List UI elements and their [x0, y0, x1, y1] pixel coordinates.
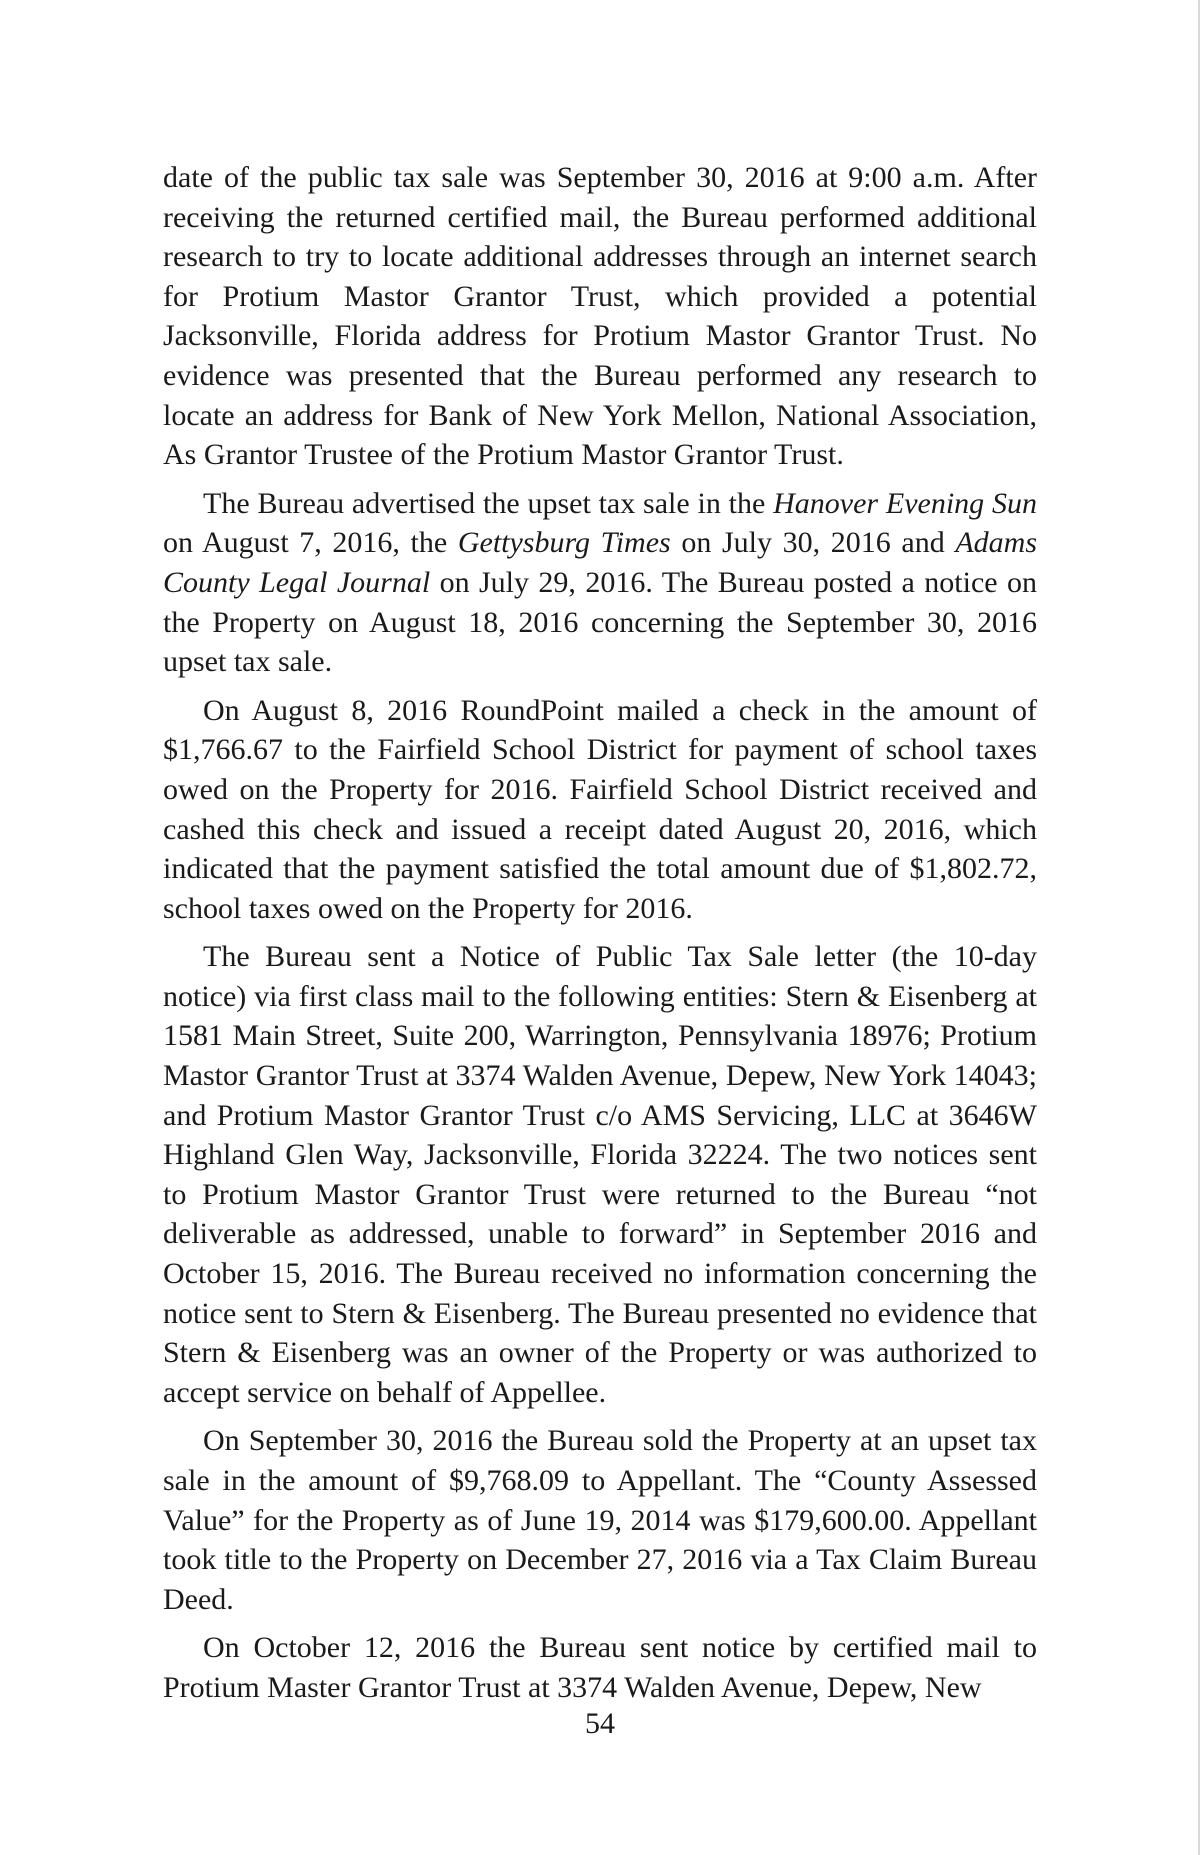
publication-title: Adams County Legal Journal [163, 526, 1037, 599]
page-number: 54 [585, 1707, 615, 1740]
paragraph-1 [163, 158, 1037, 475]
text-run: On August 8, 2016 RoundPoint mailed a check in the amount of $1,766.67 to the Fairfield School District for payment of school taxes owed on the Property for 2016. Fairfield School District received and cashed this check and issued a receipt dated August 20, 2016, which indicated that the payment satisfied the total amount due of $1,802.72, school taxes owed on the Property for 2016. [163, 693, 1037, 925]
body-text [163, 158, 1037, 1717]
publication-title: Gettysburg Times [457, 526, 671, 560]
paragraph-2 [163, 484, 1037, 682]
paragraph-4 [163, 937, 1037, 1412]
paragraph-5 [163, 1421, 1037, 1619]
text-run: date of the public tax sale was September 30, 2016 at 9:00 a.m. After receiving the returned certified mail, the Bureau performed additional research to try to locate additional addresses through an internet search for Protium Mastor Grantor Trust, which provided a potential Jacksonville, Florida address for Protium Mastor Grantor Trust. No evidence was presented that the Bureau performed any research to locate an address for Bank of New York Mellon, National Association, As Grantor Trustee of the Protium Mastor Grantor Trust. [163, 161, 1037, 472]
text-run: On September 30, 2016 the Bureau sold the Property at an upset tax sale in the amount of $9,768.09 to Appellant. The “County Assessed Value” for the Property as of June 19, 2014 was $179,600.00. Appellant took title to the Property on December 27, 2016 via a Tax Claim Bureau Deed. [163, 1424, 1037, 1616]
text-run: on July 30, 2016 and [670, 526, 956, 560]
publication-title: Hanover Evening Sun [773, 486, 1037, 520]
text-run: The Bureau sent a Notice of Public Tax Sale letter (the 10-day notice) via first class mail to the following entities: Stern & Eisenberg at 1581 Main Street, Suite 200, Warrington, Pennsylvania 18976; Protium Mastor Grantor Trust at 3374 Walden Avenue, Depew, New York 14043; and Protium Mastor Grantor Trust c/o AMS Servicing, LLC at 3646W Highland Glen Way, Jacksonville, Florida 32224. The two notices sent to Protium Mastor Grantor Trust were returned to the Bureau “not deliverable as addressed, unable to forward” in September 2016 and October 15, 2016. The Bureau received no information concerning the notice sent to Stern & Eisenberg. The Bureau presented no evidence that Stern & Eisenberg was an owner of the Property or was authorized to accept service on behalf of Appellee. [163, 940, 1037, 1409]
text-run: on July 29, 2016. The Bureau posted a notice on the Property on August 18, 2016 concerning the September 30, 2016 upset tax sale. [163, 565, 1037, 679]
paragraph-6 [163, 1628, 1037, 1707]
text-run: on August 7, 2016, the [163, 526, 458, 560]
text-run: On October 12, 2016 the Bureau sent notice by certified mail to Protium Master Grantor Trust at 3374 Walden Avenue, Depew, New [163, 1631, 1037, 1704]
text-run: The Bureau advertised the upset tax sale in the [203, 486, 774, 520]
paragraph-3 [163, 691, 1037, 929]
